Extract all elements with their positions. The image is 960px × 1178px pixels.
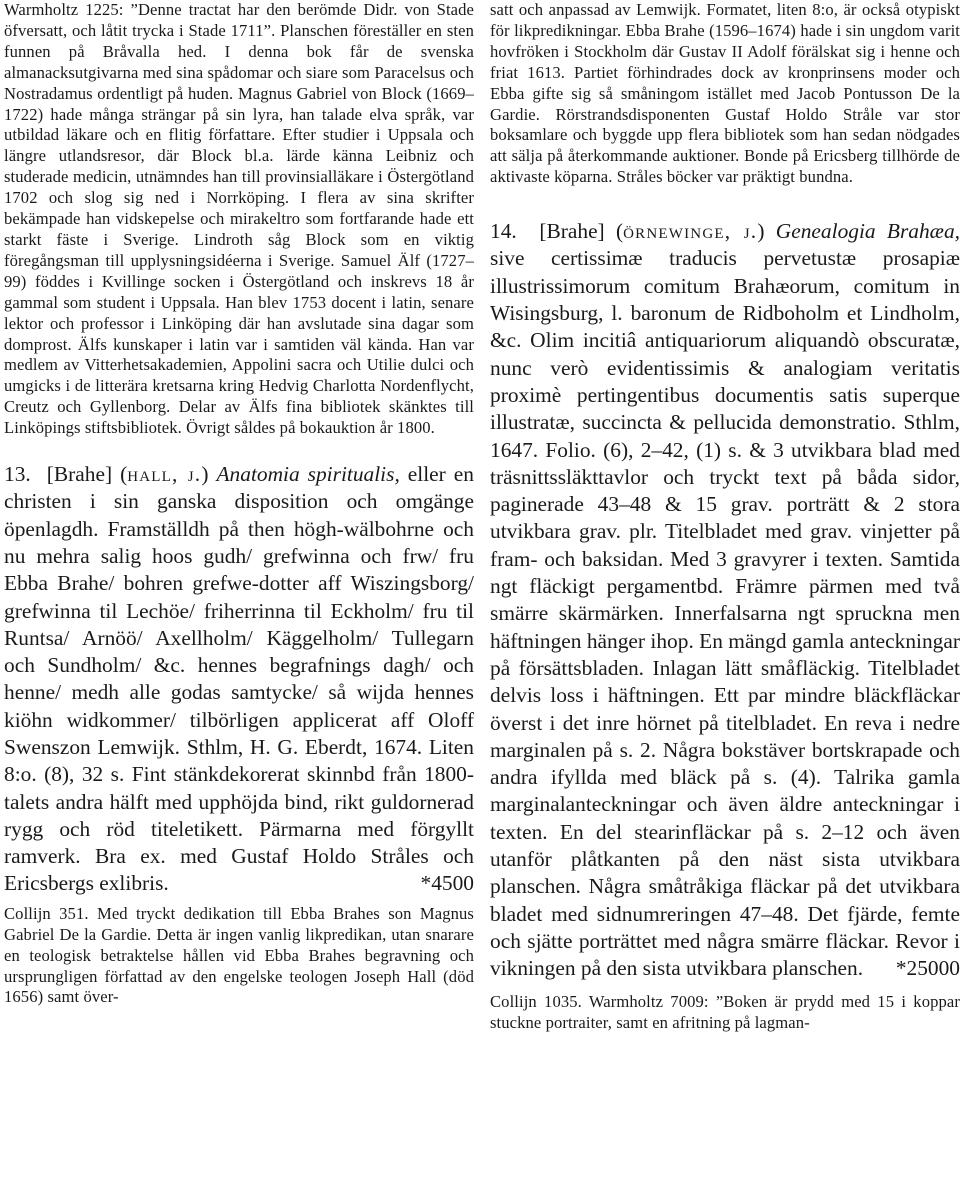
catalogue-entry-13	[4, 461, 474, 898]
entry-author: [Brahe] (	[539, 219, 624, 244]
catalogue-entry-14	[490, 218, 960, 982]
entry-13-note: Collijn 351. Med tryckt dedikation till Ebba Brahes son Magnus Gabriel De la Gardie. Detta är ingen vanlig likpredikan, utan snarare en teologisk betraktelse hållen vid Ebba Brahes begravning och ursprungligen författad av den engelske teologen Joseph Hall (död 1656) samt över-	[4, 903, 474, 1007]
entry-title: Genealogia Brahæa,	[775, 219, 960, 244]
entry-title: Anatomia spiritualis,	[216, 462, 400, 487]
left-column	[4, 0, 474, 1008]
right-column	[490, 0, 960, 1034]
spacer	[490, 188, 960, 218]
entry-price: *25000	[895, 956, 960, 981]
entry-author-name: örnewinge, j.	[623, 219, 758, 244]
entry-number: 14.	[490, 219, 517, 244]
entry-author-close: )	[757, 219, 765, 244]
entry-14-note: Collijn 1035. Warmholtz 7009: ”Boken är prydd med 15 i koppar stuckne portraiter, samt en afritning på lagman-	[490, 992, 960, 1033]
entry-body: eller en christen i sin ganska disposition och omgänge öpenlagdh. Framställdh på then högh-wälbohrne och nu mehra salig hoos gudh/ grefwinna och frw/ fru Ebba Brahe/ bohren grefwe-dotter aff Wiszingsborg/ grefwinna til Lechöe/ friherrinna til Eckholm/ fru til Runtsa/ Arnöö/ Axellholm/ Käggelholm/ Tullegarn och Sundholm/ &c. hennes begrafnings dagh/ och henne/ medh alle godas samtycke/ så wijda hennes kiöhn widkommer/ tilbörligen applicerat aff Oloff Swenszon Lemwijk. Sthlm, H. G. Eberdt, 1674. Liten 8:o. (8), 32 s. Fint stänkdekorerat skinnbd från 1800-talets andra hälft med upphöjda bind, rikt guldornerad rygg och röd titeletikett. Pärmarna med förgyllt ramverk. Bra ex. med Gustaf Holdo Stråles och Ericsbergs exlibris.	[4, 462, 474, 896]
entry-number: 13.	[4, 462, 31, 487]
entry-author: [Brahe] (	[46, 462, 128, 487]
entry-author-name: hall, j.	[127, 462, 202, 487]
entry-price: *4500	[420, 871, 474, 896]
entry-author-close: )	[201, 462, 209, 487]
entry-13-note-continued: satt och anpassad av Lemwijk. Formatet, liten 8:o, är också otypiskt för likpredikningar. Ebba Brahe (1596–1674) hade i sin ungdom varit hovfröken i Stockholm där Gustav II Adolf förälskat sig i henne och friat 1613. Partiet förhindrades dock av kronprinsens moder och Ebba gifte sig så småningom istället med Jacob Pontusson De la Gardie. Rörstrandsdisponenten Gustaf Holdo Stråle var stor boksamlare och byggde upp flera bibliotek som han sedan nödgades att sälja på återkommande auktioner. Bonde på Ericsberg tillhörde de aktivaste köparna. Stråles böcker var präktigt bundna.	[490, 0, 960, 187]
spacer	[4, 439, 474, 461]
spacer	[490, 982, 960, 992]
intro-note: Warmholtz 1225: ”Denne tractat har den berömde Didr. von Stade öfversatt, och låtit trycka i Stade 1711”. Planschen föreställer en sten funnen på Bråvalla hed. I denna bok får de svenska almanacksutgivarna med sina spådomar och siare som Paracelsus och Nostradamus ordentligt på huden. Magnus Gabriel von Block (1669–1722) hade många strängar på sin lyra, han talade elva språk, var utbildad läkare och en flitig författare. Efter studier i Uppsala och längre utlandsresor, där Block bl.a. lärde känna Leibniz och studerade medicin, utnämndes han till provinsialläkare i Östergötland 1702 och slog sig ned i Norrköping. I flera av sina skrifter bekämpade han vidskepelse och mirakeltro som fortfarande hade ett starkt fäste i Sverige. Lindroth såg Block som en viktig föregångsman till upplysningsidéerna i Sverige. Samuel Älf (1727–99) föddes i Kvillinge socken i Östergötland och inskrevs 18 år gammal som student i Uppsala. Han blev 1753 docent i latin, senare lektor och professor i Linköping där han avslutade sina dagar som domprost. Älfs kunskaper i latin var i samtiden väl kända. Han var medlem av Vitterhetsakademien, Appolini sacra och Utilie dulci och umgicks i de litterära kretsarna kring Hedvig Charlotta Nordenflycht, Creutz och Gyllenborg. Delar av Älfs fina bibliotek skänktes till Linköpings stiftsbibliotek. Övrigt såldes på bokauktion år 1800.	[4, 0, 474, 438]
entry-body: sive certissimæ traducis pervetustæ prosapiæ illustrissimorum comitum Brahæorum, comitum in Wisingsburg, l. baronum de Ridboholm et Lindholm, &c. Olim incitiâ antiquariorum aliquandò obscuratæ, nunc verò evidentissimis & analogiam veritatis proximè pertingentibus documentis satis superque illustratæ, succincta & pellucida demonstratio. Sthlm, 1647. Folio. (6), 2–42, (1) s. & 3 utvikbara blad med träsnittssläkttavlor och tryckt text på båda sidor, paginerade 43–48 & 15 grav. porträtt & 2 stora utvikbara grav. plr. Titelbladet med grav. vinjetter på fram- och baksidan. Med 3 gravyrer i texten. Samtida ngt fläckigt pergamentbd. Främre pärmen med två smärre skärmärken. Innerfalsarna ngt spruckna men häftningen hänger ihop. En mängd gamla anteckningar på försättsbladen. Inlagan lätt småfläckig. Titelbladet delvis loss i häftningen. Ett par mindre bläckfläckar överst i det inre hörnet på titelbladet. En reva i nedre marginalen på s. 2. Några bokstäver bortskrapade och andra ifyllda med bläck på s. (4). Talrika gamla marginalanteckningar och även äldre anteckningar i texten. En del stearinfläckar på s. 2–12 och även utanför plåtkanten på den näst sista utvikbara planschen. Några småtråkiga fläckar på det utvikbara bladet med sidnumreringen 47–48. Det fjärde, femte och sjätte porträttet med några smärre fläckar. Revor i vikningen på den sista utvikbara planschen.	[490, 246, 960, 981]
